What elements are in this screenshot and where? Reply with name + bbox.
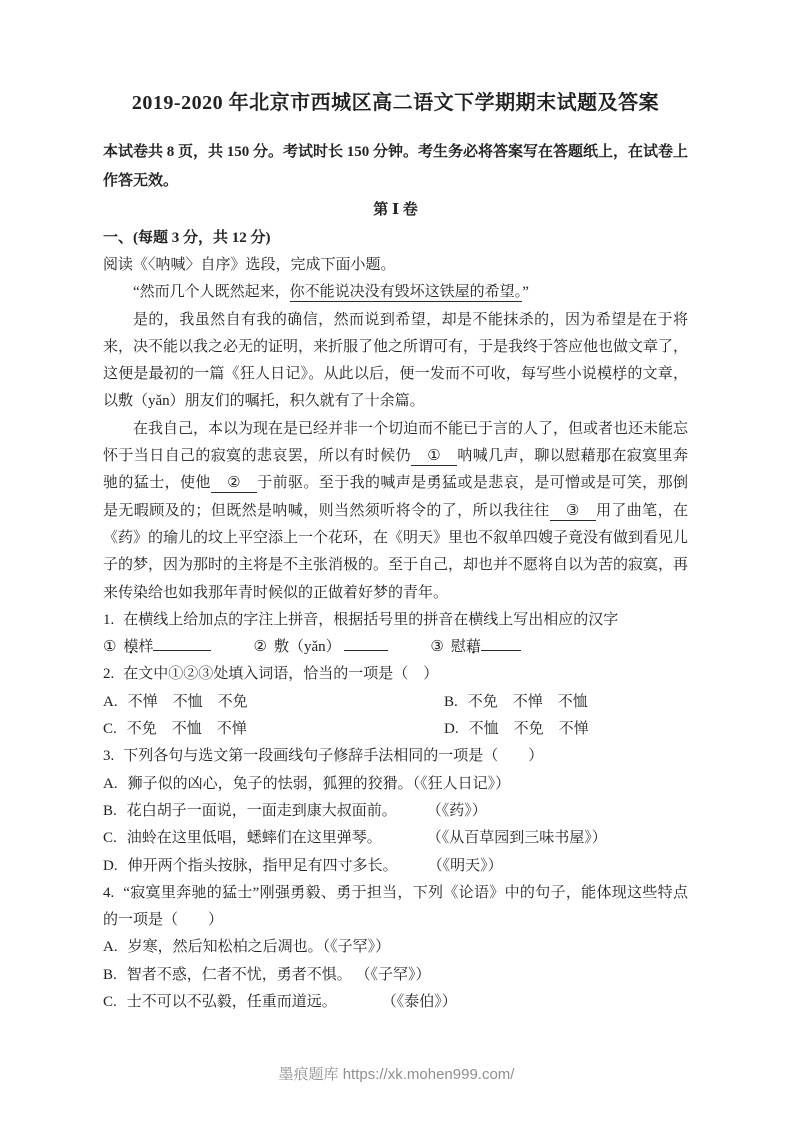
option-label: B. — [103, 966, 117, 983]
site-name: 墨痕题库 — [278, 1066, 339, 1083]
paragraph-text: 是的，我虽然自有我的确信，然而说到希望，却是不能抹杀的，因为希望是在于将来，决不能以我之必无的证明，来折服了他之所谓可有，于是我终于答应他也做文章了，这便是最初的一篇《狂人日记》。从此以后，便一发而不可收，每写些小说 — [103, 311, 689, 383]
paragraph-text: 用了曲笔，在《药》的瑜儿的坟上平空添上一个花环，在《明天》里也不叙单四嫂子竟没有做到看见儿子的梦，因为那时的主将是不主张消极的。至于自己，却也并不愿将自以为苦的寂寞，再来传染给也如我那年青时候似的正做着好梦的青年。 — [103, 502, 689, 601]
page-title: 2019-2020 年北京市西城区高二语文下学期期末试题及答案 — [131, 92, 660, 114]
option-label: D. — [103, 857, 118, 874]
inline-blank-1: ① — [411, 447, 457, 466]
question-1-items-row — [103, 634, 688, 661]
option-d — [444, 716, 589, 743]
dotted-char: 模 — [123, 639, 139, 656]
quote-underlined-text: 你不能说决没有毁坏这铁屋的希望。 — [289, 284, 523, 301]
option-text: 士不可以不弘毅，任重而道远。 （《泰伯》） — [126, 994, 457, 1011]
passage-quote — [103, 279, 688, 306]
question-number: 3. — [103, 748, 115, 765]
question-2-stem — [103, 661, 688, 688]
question-2-options-row-1 — [103, 689, 688, 716]
question-3-option-c — [103, 825, 688, 852]
emphasis-dot-char: 模 — [596, 366, 613, 383]
option-label: A. — [103, 693, 118, 710]
pinyin-item-1 — [103, 639, 211, 655]
question-3-stem — [103, 743, 688, 770]
exam-notice: 本试卷共 8 页，共 150 分。考试时长 150 分钟。考生务必将答案写在答题纸上，在试卷上作答无效。 — [103, 144, 689, 189]
item-text: 慰 — [450, 639, 466, 656]
dotted-char: 藉 — [465, 639, 481, 656]
site-url[interactable]: https://xk.mohen999.com/ — [342, 1066, 515, 1083]
option-text: 不免 不惮 不恤 — [467, 693, 588, 710]
section-heading: 一、(每题 3 分，共 12 分) — [103, 230, 271, 246]
question-3-option-a — [103, 771, 688, 798]
question-4-option-b — [103, 962, 688, 989]
paragraph-text: 呐喊几声，聊以慰 — [456, 448, 581, 465]
item-number: ② — [253, 639, 267, 656]
option-c — [103, 716, 444, 743]
item-number: ① — [103, 639, 117, 656]
quote-suffix: ” — [522, 284, 529, 301]
question-text: 在文中①②③处填入词语，恰当的一项是（ ） — [123, 666, 439, 683]
option-b — [444, 689, 588, 716]
option-text: 不免 不恤 不惮 — [126, 721, 247, 738]
paragraph-text: 在我自己，本以为现在是已经并非一个切迫而不能已于言的人了，但或者也还未能忘怀于当日自己的寂寞的悲哀罢，所以有时候仍 — [103, 420, 689, 465]
option-text: 花白胡子一面说，一面走到康大叔面前。 （《药》） — [126, 802, 487, 819]
answer-blank — [153, 636, 211, 651]
question-number: 4. — [103, 884, 115, 901]
inline-blank-3: ③ — [550, 502, 596, 521]
question-number: 1. — [103, 611, 115, 628]
question-text: 在横线上给加点的字注上拼音，根据括号里的拼音在横线上写出相应的汉字 — [123, 611, 619, 628]
emphasis-dot-char: 藉 — [580, 448, 596, 465]
passage-lead: 阅读《〈呐喊〉自序》选段，完成下面小题。 — [103, 257, 396, 273]
item-text: 样 — [138, 639, 154, 656]
quote-prefix: “然而几个人既然起来， — [133, 284, 290, 301]
question-text: 下列各句与选文第一段画线句子修辞手法相同的一项是（ ） — [123, 748, 544, 765]
option-label: C. — [103, 994, 117, 1011]
question-3-option-b — [103, 798, 688, 825]
option-label: C. — [103, 721, 117, 738]
question-text: “寂寞里奔驰的猛士”刚强勇毅、勇于担当，下列《论语》中的句子，能体现这些特点的一项是（ ） — [103, 884, 688, 929]
item-text: 敷（yǎn） — [273, 639, 341, 656]
option-label: B. — [444, 693, 458, 710]
option-text: 不恤 不免 不惮 — [468, 721, 589, 738]
option-label: A. — [103, 775, 118, 792]
question-4-stem — [103, 880, 688, 935]
option-label: C. — [103, 830, 117, 847]
question-4-option-a — [103, 934, 688, 961]
pinyin-item-3 — [430, 639, 520, 655]
answer-blank — [344, 636, 388, 651]
question-4-option-c — [103, 989, 688, 1016]
option-label: A. — [103, 939, 118, 956]
question-1-stem — [103, 607, 688, 634]
answer-blank — [481, 636, 521, 651]
option-text: 油蛉在这里低唱，蟋蟀们在这里弹琴。 （《从百草园到三味书屋》） — [126, 830, 607, 847]
paragraph-text: 那在寂寞里奔驰的猛士，使他 — [103, 448, 688, 492]
volume-heading: 第 Ⅰ 卷 — [373, 202, 418, 218]
option-label: B. — [103, 802, 117, 819]
option-label: D. — [444, 721, 459, 738]
passage-paragraph-1 — [103, 307, 688, 416]
question-3-option-d — [103, 853, 688, 880]
option-text: 岁寒，然后知松柏之后凋也。（《子罕》） — [127, 939, 391, 956]
question-2-options-row-2 — [103, 716, 688, 743]
option-text: 智者不惑，仁者不忧，勇者不惧。 （《子罕》） — [126, 966, 431, 983]
option-a — [103, 689, 444, 716]
pinyin-item-2 — [253, 639, 388, 655]
item-number: ③ — [430, 639, 444, 656]
paragraph-text: 样的文章，以敷（yǎn）朋友们的嘱托，积久就有了十余篇。 — [103, 366, 688, 410]
question-number: 2. — [103, 666, 115, 683]
paragraph-text: 于前驱。至于我的喊声是勇猛或是悲哀，是可憎或是可笑，那倒是无暇顾及的；但既然是呐喊，则当然须听将令的了，所以我往往 — [103, 475, 688, 519]
option-text: 不惮 不恤 不免 — [127, 693, 248, 710]
option-text: 伸开两个指头按脉，指甲足有四寸多长。 （《明天》） — [127, 857, 503, 874]
option-text: 狮子似的凶心，兔子的怯弱，狐狸的狡猾。（《狂人日记》） — [127, 775, 511, 792]
footer-watermark — [0, 1063, 793, 1084]
inline-blank-2: ② — [211, 474, 257, 493]
passage-paragraph-2 — [103, 416, 688, 607]
